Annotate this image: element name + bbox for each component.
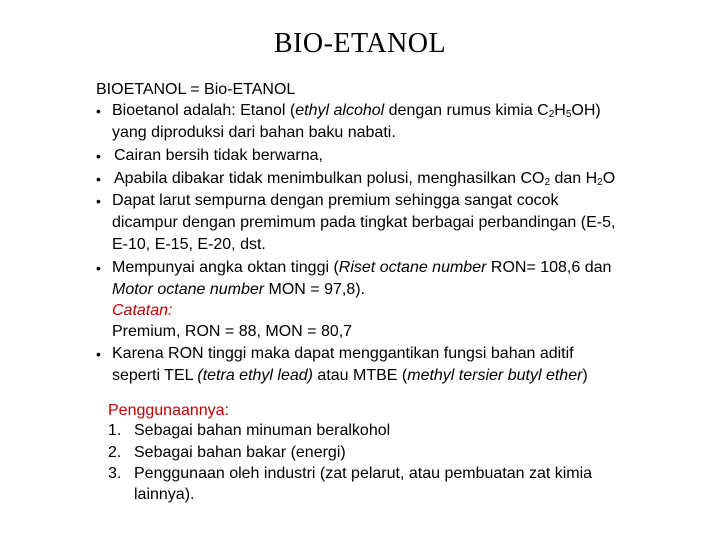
bullet-icon: • bbox=[96, 148, 101, 164]
bullet-icon: • bbox=[96, 346, 101, 362]
bullet-icon: • bbox=[96, 103, 101, 119]
list-item: 1. Sebagai bahan minuman beralkohol bbox=[108, 422, 391, 439]
bullet-4-line-1: Dapat larut sempurna dengan premium sehingga sangat cocok bbox=[112, 192, 559, 209]
page-title: BIO-ETANOL bbox=[273, 28, 447, 59]
bullet-4-line-2: dicampur dengan premimum pada tingkat berbagai perbandingan (E-5, bbox=[112, 214, 616, 231]
bullet-icon: • bbox=[96, 193, 101, 209]
bullet-4-line-3: E-10, E-15, E-20, dst. bbox=[112, 236, 266, 253]
bullet-1-line-1: Bioetanol adalah: Etanol (ethyl alcohol dengan rumus kimia $C_2H_5OH$) bbox=[112, 102, 601, 120]
note-label: Catatan: bbox=[112, 302, 173, 319]
list-item: 2. Sebagai bahan bakar (energi) bbox=[108, 444, 346, 461]
heading-line: BIOETANOL = Bio-ETANOL bbox=[96, 81, 296, 98]
bullet-icon: • bbox=[96, 171, 101, 187]
list-item: 3. Penggunaan oleh industri (zat pelarut, atau pembuatan zat kimia bbox=[108, 465, 593, 482]
bullet-6-line-1: Karena RON tinggi maka dapat menggantikan fungsi bahan aditif bbox=[112, 345, 574, 362]
bullet-2: Cairan bersih tidak berwarna, bbox=[114, 147, 323, 164]
note-text: Premium, RON = 88, MON = 80,7 bbox=[112, 323, 353, 340]
bullet-icon: • bbox=[96, 260, 101, 276]
bullet-3: Apabila dibakar tidak menimbulkan polusi, menghasilkan $CO_2$ dan $H_2O$ bbox=[114, 170, 616, 188]
bullet-5-line-2: Motor octane number MON = 97,8). bbox=[112, 281, 365, 298]
bullet-5-line-1: Mempunyai angka oktan tinggi (Riset octane number RON= 108,6 dan bbox=[112, 259, 612, 276]
uses-heading: Penggunaannya: bbox=[108, 402, 229, 419]
list-item-continuation: lainnya). bbox=[134, 486, 195, 503]
bullet-6-line-2: seperti TEL (tetra ethyl lead) atau MTBE (methyl tersier butyl ether) bbox=[112, 367, 588, 384]
bullet-1-line-2: yang diproduksi dari bahan baku nabati. bbox=[112, 124, 396, 141]
